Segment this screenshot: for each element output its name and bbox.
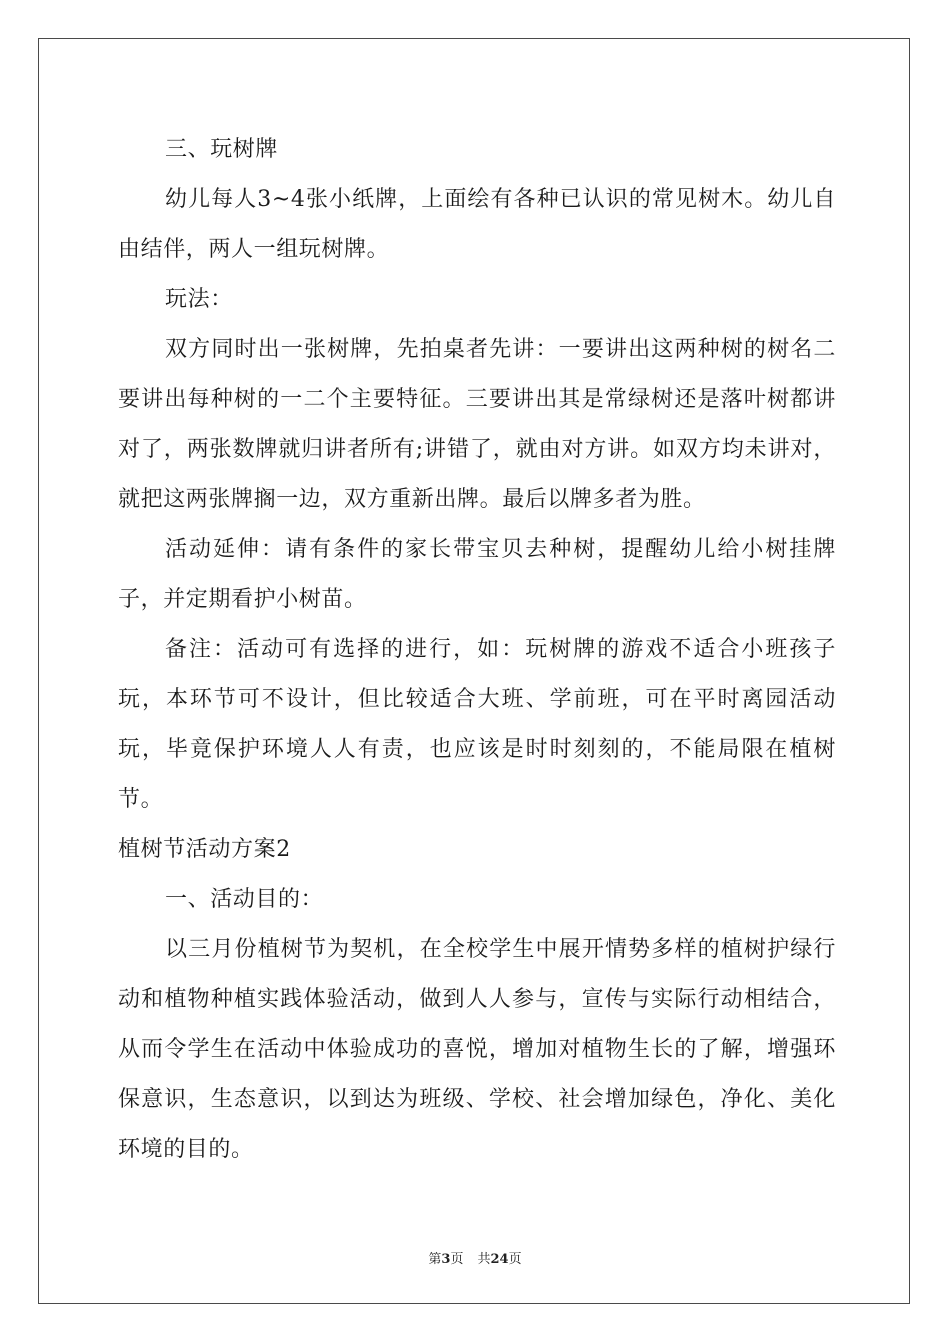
footer-page-prefix: 第 <box>428 1252 442 1267</box>
paragraph-activity-purpose: 以三月份植树节为契机，在全校学生中展开情势多样的植树护绿行动和植物种植实践体验活动，做到人人参与，宣传与实际行动相结合，从而令学生在活动中体验成功的喜悦，增加对植物生长的了解，增强环保意识，生态意识，以到达为班级、学校、社会增加绿色，净化、美化环境的目的。 <box>118 937 836 1162</box>
paragraph-remarks: 备注：活动可有选择的进行，如：玩树牌的游戏不适合小班孩子玩，本环节可不设计，但比较适合大班、学前班，可在平时离园活动玩，毕竟保护环境人人有责，也应该是时时刻刻的，不能局限在植树节。 <box>118 637 836 812</box>
footer-total-pages: 24 <box>490 1252 509 1267</box>
footer-current-page: 3 <box>441 1252 451 1267</box>
paragraph-card-materials: 幼儿每人3~4张小纸牌，上面绘有各种已认识的常见树木。幼儿自由结伴，两人一组玩树牌。 <box>118 187 836 262</box>
section-heading-play-tree-cards: 三、玩树牌 <box>165 137 279 162</box>
footer-page-suffix: 页 <box>450 1252 464 1267</box>
section-heading-activity-purpose: 一、活动目的： <box>165 887 324 912</box>
footer-total-prefix: 共 <box>477 1252 491 1267</box>
document-section-title: 植树节活动方案2 <box>118 837 291 862</box>
document-body <box>118 125 836 1175</box>
paragraph-game-rules: 双方同时出一张树牌，先拍桌者先讲：一要讲出这两种树的树名二要讲出每种树的一二个主要特征。三要讲出其是常绿树还是落叶树都讲对了，两张数牌就归讲者所有;讲错了，就由对方讲。如双方均未讲对，就把这两张牌搁一边，双方重新出牌。最后以牌多者为胜。 <box>118 337 836 512</box>
paragraph-activity-extension: 活动延伸：请有条件的家长带宝贝去种树，提醒幼儿给小树挂牌子，并定期看护小树苗。 <box>118 537 836 612</box>
page-footer <box>0 1248 950 1267</box>
footer-total-suffix: 页 <box>508 1252 522 1267</box>
paragraph-rules-label: 玩法： <box>165 287 233 312</box>
